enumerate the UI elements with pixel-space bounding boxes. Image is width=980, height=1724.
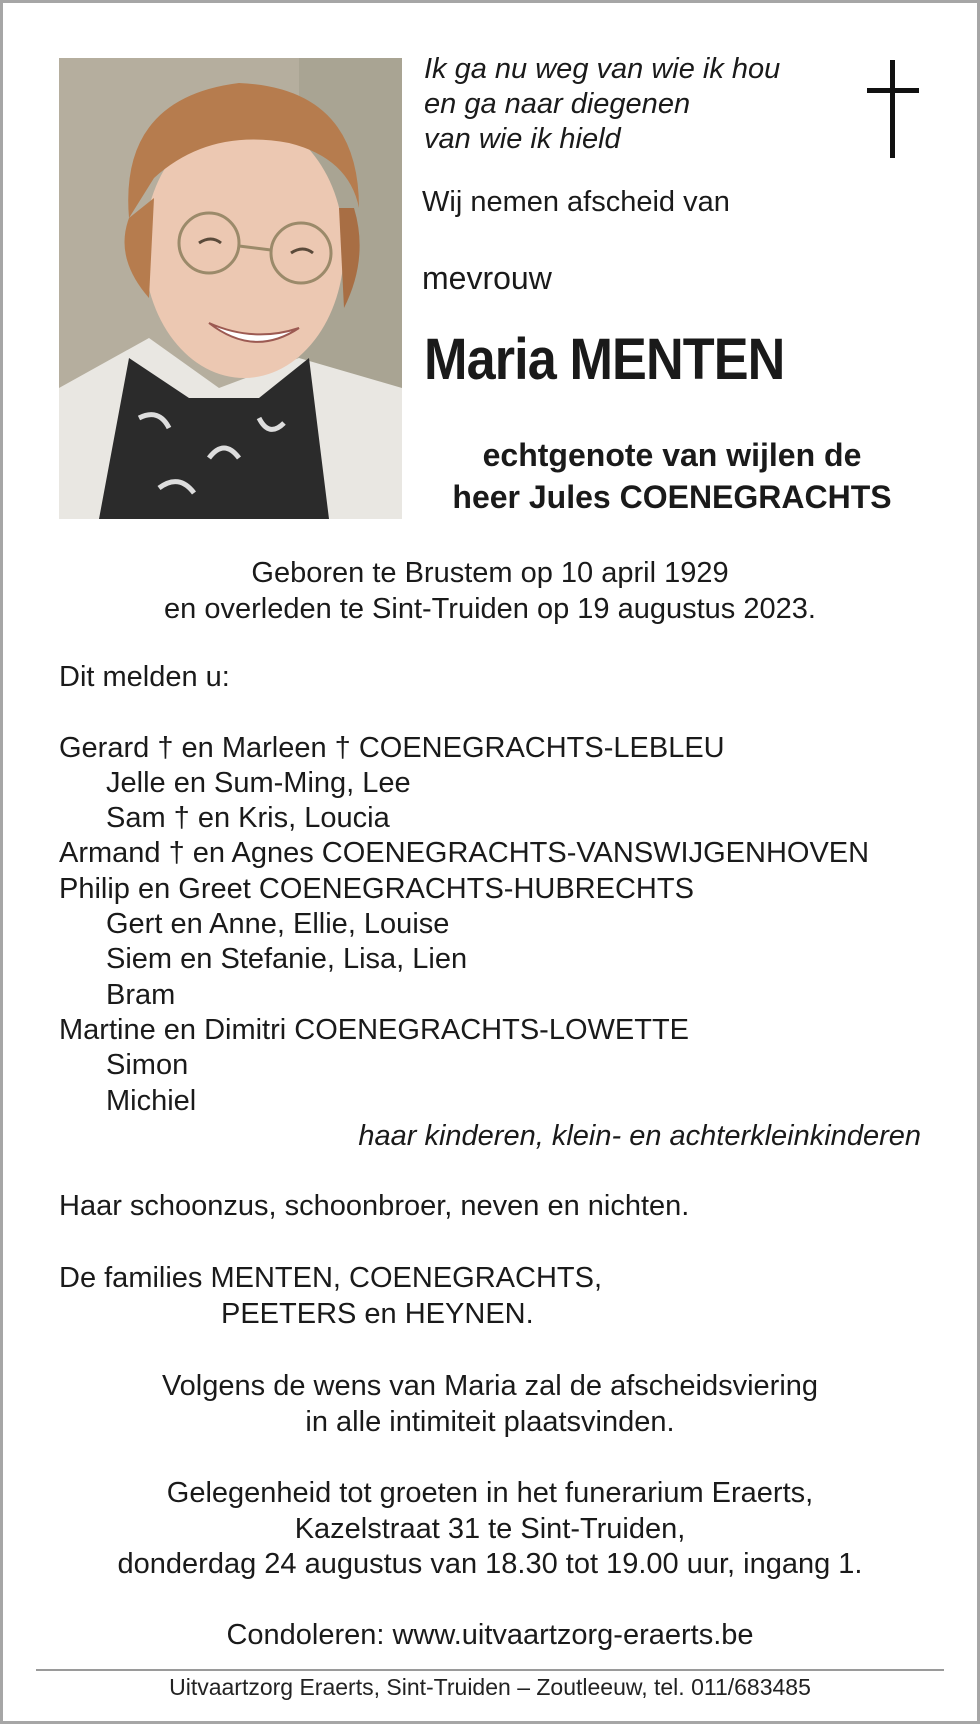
wish-line: Volgens de wens van Maria zal de afscheidsviering — [161, 1370, 819, 1402]
intro-text: Wij nemen afscheid van — [422, 186, 730, 218]
poem-line: van wie ik hield — [424, 123, 621, 155]
visit-line: Kazelstraat 31 te Sint-Truiden, — [294, 1512, 686, 1545]
families-line-1: De families MENTEN, COENEGRACHTS, — [59, 1262, 603, 1294]
birth-death-dates — [0, 555, 980, 627]
footer-text: Uitvaartzorg Eraerts, Sint-Truiden – Zoutleeuw, tel. 011/683485 — [169, 1674, 811, 1700]
honorific: mevrouw — [422, 260, 552, 296]
family-caption: haar kinderen, klein- en achterkleinkinderen — [358, 1119, 921, 1152]
condolences-link[interactable]: Condoleren: www.uitvaartzorg-eraerts.be — [226, 1619, 754, 1651]
spacer — [59, 1154, 921, 1189]
family-line: Bram — [106, 978, 176, 1011]
poem-line: Ik ga nu weg van wie ik hou — [424, 53, 781, 85]
announce-text: Dit melden u: — [59, 661, 230, 693]
inlaws-text: Haar schoonzus, schoonbroer, neven en nichten. — [59, 1190, 690, 1223]
spouse-line — [414, 434, 930, 518]
wish-line: in alle intimiteit plaatsvinden. — [305, 1405, 675, 1438]
family-line: Gerard † en Marleen † COENEGRACHTS-LEBLEU — [59, 731, 725, 764]
poem-line: en ga naar diegenen — [424, 88, 691, 120]
visit-line: Gelegenheid tot groeten in het funerarium Eraerts, — [166, 1477, 814, 1509]
families-text — [59, 1261, 602, 1332]
families-line-2: PEETERS en HEYNEN. — [221, 1297, 534, 1330]
cross-icon — [864, 60, 924, 160]
death-line: en overleden te Sint-Truiden op 19 augustus 2023. — [164, 593, 816, 625]
family-line: Siem en Stefanie, Lisa, Lien — [106, 943, 468, 976]
family-line: Jelle en Sum-Ming, Lee — [106, 766, 411, 799]
family-line: Gert en Anne, Ellie, Louise — [106, 908, 450, 941]
spacer — [59, 695, 921, 730]
family-line: Martine en Dimitri COENEGRACHTS-LOWETTE — [59, 1013, 690, 1046]
portrait-photo — [59, 58, 402, 519]
spouse-line-2: heer Jules COENEGRACHTS — [452, 479, 892, 515]
birth-line: Geboren te Brustem op 10 april 1929 — [251, 557, 729, 589]
deceased-name: Maria MENTEN — [424, 327, 785, 392]
family-line: Philip en Greet COENEGRACHTS-HUBRECHTS — [59, 872, 694, 905]
family-line: Armand † en Agnes COENEGRACHTS-VANSWIJGENHOVEN — [59, 837, 870, 870]
family-line: Michiel — [106, 1084, 197, 1117]
memorial-poem — [424, 52, 780, 157]
footer-divider — [36, 1669, 944, 1671]
family-line: Simon — [106, 1049, 189, 1082]
visitation-info — [0, 1476, 980, 1583]
family-list — [59, 660, 921, 1225]
farewell-wish — [0, 1369, 980, 1440]
family-line: Sam † en Kris, Loucia — [106, 802, 390, 835]
spouse-line-1: echtgenote van wijlen de — [482, 437, 862, 473]
visit-line: donderdag 24 augustus van 18.30 tot 19.00 uur, ingang 1. — [117, 1548, 863, 1580]
